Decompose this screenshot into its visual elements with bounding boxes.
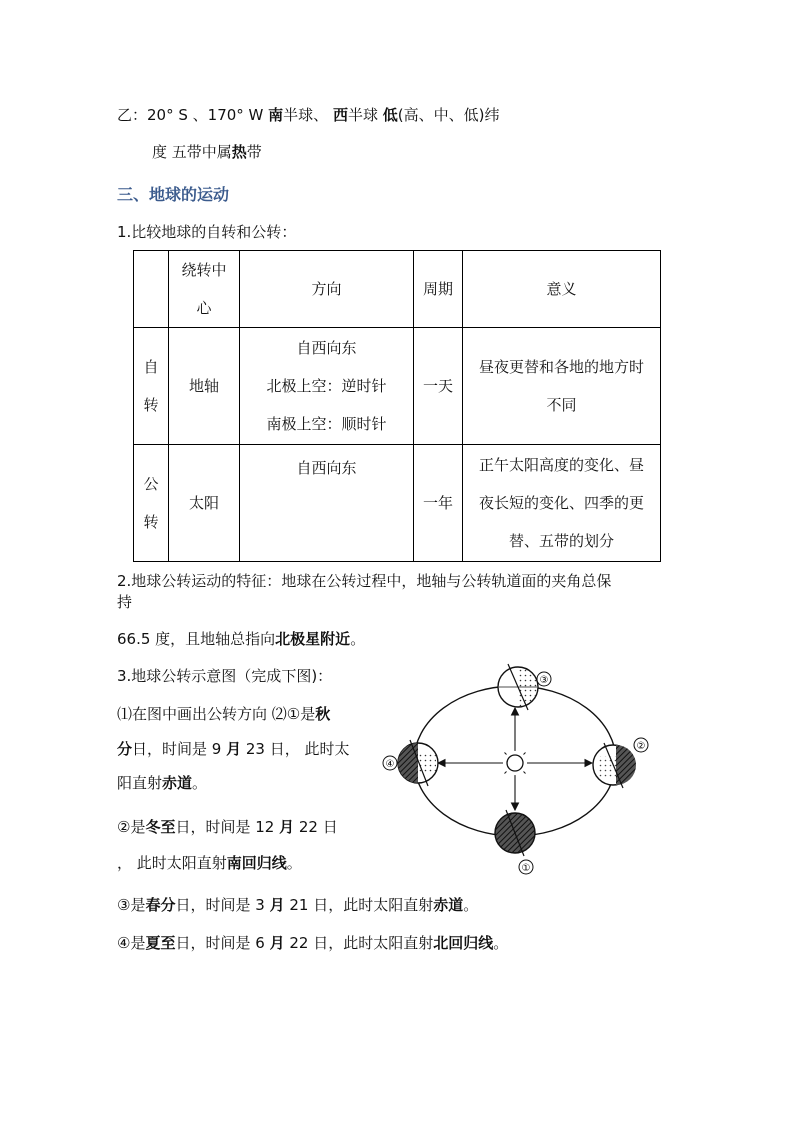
answer-west: 西 xyxy=(332,106,348,124)
q3-l5-c: 。 xyxy=(286,854,302,872)
q3-l5-a: ， 此时太阳直射 xyxy=(117,854,227,872)
table-header-row xyxy=(134,251,661,328)
q3-l7-c: 日，时间是 6 xyxy=(175,934,270,952)
rotation-label-l2: 转 xyxy=(143,396,159,414)
rotation-period: 一天 xyxy=(414,328,463,445)
q2-line3 xyxy=(117,628,365,649)
marker-3: ③ xyxy=(539,675,549,686)
q3-l7-a: ④是 xyxy=(117,934,146,952)
header-blank xyxy=(134,251,169,328)
line1-text2: 半球 xyxy=(347,106,383,124)
revolution-meaning-l3: 替、五带的划分 xyxy=(508,532,614,550)
header-meaning: 意义 xyxy=(463,251,661,328)
answer-north-star: 北极星附近 xyxy=(275,630,351,648)
rotation-center: 地轴 xyxy=(169,328,240,445)
rotation-direction-l1: 自西向东 xyxy=(296,339,357,357)
revolution-meaning-l2: 夜长短的变化、四季的更 xyxy=(478,494,644,512)
rotation-direction-l2: 北极上空：逆时针 xyxy=(266,377,387,395)
q3-l4-a: ②是 xyxy=(117,818,146,836)
line1-text3: (高、中、低)纬 xyxy=(397,106,500,124)
header-center-l1: 绕转中 xyxy=(181,261,227,279)
q2-line3-a: 66.5 度，且地轴总指向 xyxy=(117,630,276,648)
rotation-meaning xyxy=(463,328,661,445)
answer-autumn: 秋 xyxy=(315,705,331,723)
revolution-meaning-l1: 正午太阳高度的变化、昼 xyxy=(478,456,644,474)
earth-position-1 xyxy=(495,810,535,874)
rotation-meaning-l1: 昼夜更替和各地的地方时 xyxy=(478,358,644,376)
marker-4: ④ xyxy=(385,759,395,770)
line1-prefix: 乙：20° S 、170° W xyxy=(117,106,269,124)
answer-tropic-cancer: 北回归线 xyxy=(433,934,494,952)
earth-position-4 xyxy=(383,740,438,786)
q2-line2: 持 xyxy=(117,593,133,611)
section-title: 三、地球的运动 xyxy=(117,185,230,204)
revolution-meaning xyxy=(463,445,661,562)
revolution-center: 太阳 xyxy=(169,445,240,562)
answer-tropic-capricorn: 南回归线 xyxy=(226,854,287,872)
q3-l6-a: ③是 xyxy=(117,896,146,914)
q3-l7-g: 。 xyxy=(493,934,509,952)
revolution-label-l2: 转 xyxy=(143,513,159,531)
q3-l2-month: 月 xyxy=(226,740,242,758)
answer-autumn-2: 分 xyxy=(117,740,133,758)
q3-l7-month: 月 xyxy=(269,934,285,952)
rotation-label xyxy=(134,328,169,445)
line1-text1: 半球、 xyxy=(283,106,333,124)
earth-position-2 xyxy=(593,738,648,788)
answer-winter-solstice: 冬至 xyxy=(145,818,176,836)
sun-icon xyxy=(500,748,530,778)
q3-l6-e: 21 日，此时太阳直射 xyxy=(284,896,434,914)
header-direction: 方向 xyxy=(240,251,414,328)
header-center xyxy=(169,251,240,328)
hemisphere-line xyxy=(117,104,499,125)
earth-orbit-diagram xyxy=(378,658,660,880)
q3-l6-c: 日，时间是 3 xyxy=(175,896,270,914)
q3-l1-a: ⑴在图中画出公转方向 ⑵①是 xyxy=(117,705,316,723)
header-center-l2: 心 xyxy=(196,299,212,317)
q3-l7-e: 22 日，此时太阳直射 xyxy=(284,934,434,952)
answer-spring-equinox: 春分 xyxy=(145,896,176,914)
q3-l6-month: 月 xyxy=(269,896,285,914)
q3-l4-month: 月 xyxy=(279,818,295,836)
earth-position-3 xyxy=(498,664,551,710)
q3-line6 xyxy=(117,894,478,915)
q3-l4-e: 22 日 xyxy=(294,818,338,836)
q3-title: 3.地球公转示意图（完成下图)： xyxy=(117,667,333,685)
q3-l2-d: 23 日， 此时太 xyxy=(241,740,350,758)
answer-equator-2: 赤道 xyxy=(433,896,464,914)
header-period: 周期 xyxy=(414,251,463,328)
q3-line5 xyxy=(117,852,302,873)
q3-line3 xyxy=(117,772,207,793)
q3-line4 xyxy=(117,816,338,837)
q3-line7 xyxy=(117,932,508,953)
q3-l4-c: 日，时间是 12 xyxy=(175,818,280,836)
q3-line2 xyxy=(117,738,350,759)
revolution-label-l1: 公 xyxy=(143,475,159,493)
q3-l3-a: 阳直射 xyxy=(117,774,163,792)
answer-low: 低 xyxy=(382,106,398,124)
q3-line1 xyxy=(117,703,330,724)
revolution-label xyxy=(134,445,169,562)
marker-2: ② xyxy=(636,741,646,752)
table-row-rotation xyxy=(134,328,661,445)
marker-1: ① xyxy=(521,863,531,874)
q3-l6-g: 。 xyxy=(463,896,479,914)
q3-l2-b: 日，时间是 9 xyxy=(132,740,227,758)
rotation-revolution-table xyxy=(133,250,661,562)
rotation-direction-l3: 南极上空：顺时针 xyxy=(266,415,387,433)
revolution-period: 一年 xyxy=(414,445,463,562)
q1-title: 1.比较地球的自转和公转： xyxy=(117,223,297,241)
answer-south: 南 xyxy=(268,106,284,124)
answer-summer-solstice: 夏至 xyxy=(145,934,176,952)
q2-line3-c: 。 xyxy=(350,630,366,648)
table-row-revolution xyxy=(134,445,661,562)
zone-line xyxy=(152,141,262,162)
q2-line1: 2.地球公转运动的特征：地球在公转过程中，地轴与公转轨道面的夹角总保 xyxy=(117,572,612,590)
answer-equator-1: 赤道 xyxy=(162,774,193,792)
rotation-direction xyxy=(240,328,414,445)
rotation-meaning-l2: 不同 xyxy=(546,396,577,414)
line2-text2: 带 xyxy=(246,143,262,161)
answer-tropical: 热 xyxy=(231,143,247,161)
line2-text1: 度 五带中属 xyxy=(152,143,232,161)
rotation-label-l1: 自 xyxy=(143,358,159,376)
revolution-direction: 自西向东 xyxy=(240,445,414,562)
q3-l3-c: 。 xyxy=(192,774,208,792)
